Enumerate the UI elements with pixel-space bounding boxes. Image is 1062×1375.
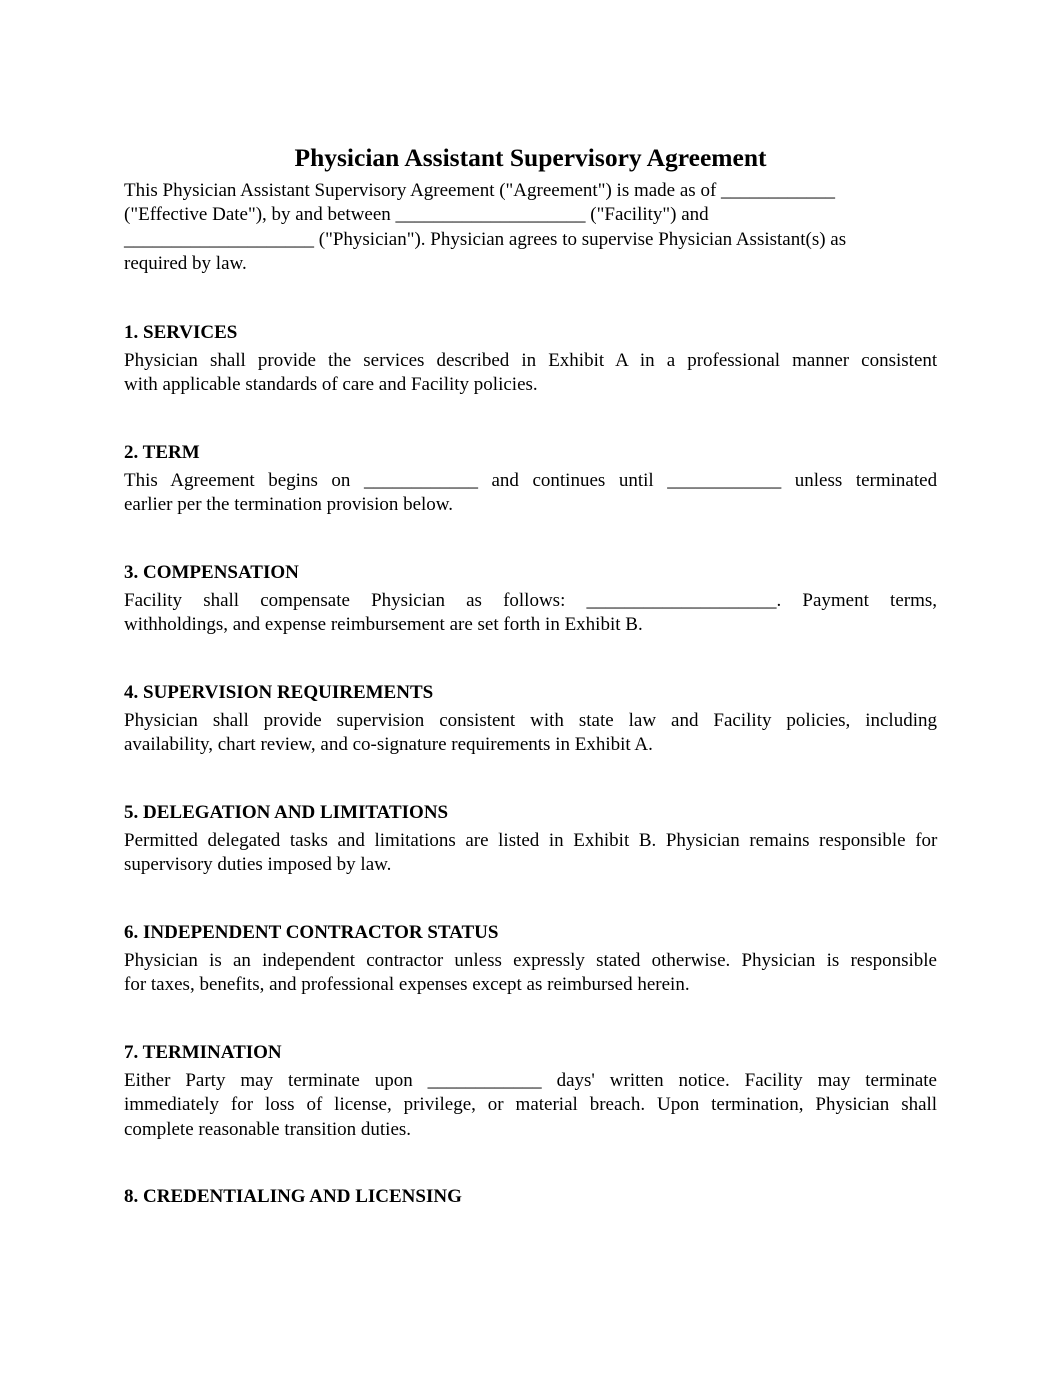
section-compensation xyxy=(124,561,937,638)
section-line: with applicable standards of care and Facility policies. xyxy=(124,374,538,396)
intro-line: This Physician Assistant Supervisory Agreement ("Agreement") is made as of ____________ xyxy=(124,180,836,201)
section-heading: 1. SERVICES xyxy=(124,322,238,343)
section-heading: 2. TERM xyxy=(124,442,200,463)
section-line: for taxes, benefits, and professional expenses except as reimbursed herein. xyxy=(124,974,690,996)
section-line: This Agreement begins on ____________ and continues until ____________ unless terminated xyxy=(124,470,938,491)
section-line: earlier per the termination provision below. xyxy=(124,494,454,516)
section-services xyxy=(124,321,937,398)
section-term xyxy=(124,441,937,518)
section-heading: 3. COMPENSATION xyxy=(124,562,299,583)
section-heading: 6. INDEPENDENT CONTRACTOR STATUS xyxy=(124,922,499,943)
section-line: availability, chart review, and co-signature requirements in Exhibit A. xyxy=(124,734,653,756)
section-heading: 7. TERMINATION xyxy=(124,1042,282,1063)
section-body xyxy=(124,709,937,758)
section-credentialing-and-licensing xyxy=(124,1185,937,1213)
section-body xyxy=(124,589,937,638)
section-line: Physician shall provide the services described in Exhibit A in a professional manner consistent xyxy=(124,350,938,371)
section-line: Physician is an independent contractor unless expressly stated otherwise. Physician is responsible xyxy=(124,950,937,971)
intro-line: required by law. xyxy=(124,252,247,274)
section-heading: 4. SUPERVISION REQUIREMENTS xyxy=(124,682,434,703)
section-line: Either Party may terminate upon ____________ days' written notice. Facility may terminate xyxy=(124,1070,937,1091)
section-body xyxy=(124,829,937,878)
section-body xyxy=(124,1069,937,1142)
intro-line: ____________________ ("Physician"). Physician agrees to supervise Physician Assistant(s) as xyxy=(124,228,847,250)
section-heading: 5. DELEGATION AND LIMITATIONS xyxy=(124,802,449,823)
section-termination xyxy=(124,1041,937,1142)
document-title: Physician Assistant Supervisory Agreement xyxy=(294,143,767,173)
section-line: withholdings, and expense reimbursement are set forth in Exhibit B. xyxy=(124,614,643,636)
section-body xyxy=(124,469,937,518)
section-delegation-and-limitations xyxy=(124,801,937,878)
section-line: complete reasonable transition duties. xyxy=(124,1118,412,1140)
intro-line: ("Effective Date"), by and between ____________________ ("Facility") and xyxy=(124,204,709,226)
section-line: Facility shall compensate Physician as follows: ____________________. Payment terms, xyxy=(124,590,937,611)
section-line: supervisory duties imposed by law. xyxy=(124,854,392,876)
intro-paragraph xyxy=(124,179,937,276)
section-line: Permitted delegated tasks and limitations are listed in Exhibit B. Physician remains responsible for xyxy=(124,830,938,851)
section-heading: 8. CREDENTIALING AND LICENSING xyxy=(124,1186,462,1207)
section-supervision-requirements xyxy=(124,681,937,758)
section-independent-contractor-status xyxy=(124,921,937,998)
section-line: Physician shall provide supervision consistent with state law and Facility policies, including xyxy=(124,710,937,731)
section-line: immediately for loss of license, privilege, or material breach. Upon termination, Physician shall xyxy=(124,1094,938,1116)
section-body xyxy=(124,949,937,998)
section-body xyxy=(124,349,937,398)
